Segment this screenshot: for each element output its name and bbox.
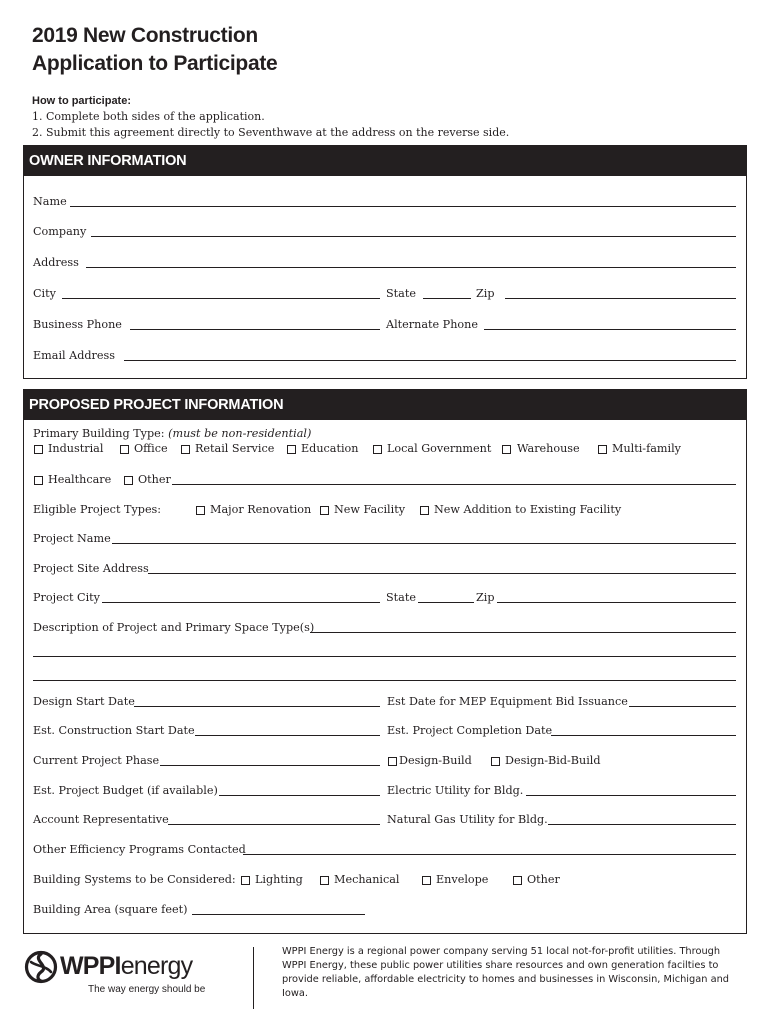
building-type-warehouse: Warehouse — [517, 442, 580, 455]
wppi-energy-logo — [24, 950, 234, 1000]
checkbox-office[interactable] — [120, 445, 129, 454]
owner-alternate-phone-field[interactable] — [484, 329, 736, 330]
title-line-1: 2019 New Construction — [32, 24, 258, 47]
checkbox-new-addition[interactable] — [420, 506, 429, 515]
owner-email-field[interactable] — [124, 360, 736, 361]
project-zip-field[interactable] — [497, 602, 736, 603]
eligible-new-facility: New Facility — [334, 503, 406, 516]
how-to-step-2: 2. Submit this agreement directly to Seventhwave at the address on the reverse side. — [32, 126, 510, 139]
project-section-heading: PROPOSED PROJECT INFORMATION — [24, 390, 746, 420]
account-representative-label: Account Representative — [33, 813, 169, 826]
system-envelope: Envelope — [436, 873, 489, 886]
description-field-line-2[interactable] — [33, 656, 736, 657]
system-lighting: Lighting — [255, 873, 303, 886]
budget-label: Est. Project Budget (if available) — [33, 784, 218, 797]
gas-utility-field[interactable] — [548, 824, 736, 825]
owner-email-label: Email Address — [33, 349, 116, 362]
owner-company-label: Company — [33, 225, 87, 238]
mep-bid-date-label: Est Date for MEP Equipment Bid Issuance — [387, 695, 628, 708]
electric-utility-label: Electric Utility for Bldg. — [387, 784, 524, 797]
owner-business-phone-label: Business Phone — [33, 318, 122, 331]
how-to-step-1: 1. Complete both sides of the application. — [32, 110, 265, 123]
current-phase-label: Current Project Phase — [33, 754, 160, 767]
phase-design-build: Design-Build — [399, 754, 472, 767]
system-other: Other — [527, 873, 560, 886]
title-line-2: Application to Participate — [32, 52, 278, 75]
project-state-field[interactable] — [418, 602, 474, 603]
owner-zip-label: Zip — [476, 287, 495, 300]
building-type-note: (must be non-residential) — [168, 427, 312, 440]
owner-name-field[interactable] — [70, 206, 736, 207]
how-to-heading: How to participate: — [32, 95, 132, 107]
owner-zip-field[interactable] — [505, 298, 736, 299]
checkbox-retail-service[interactable] — [181, 445, 190, 454]
eligible-major-renovation: Major Renovation — [210, 503, 312, 516]
project-city-field[interactable] — [102, 602, 380, 603]
construction-start-date-field[interactable] — [195, 735, 380, 736]
electric-utility-field[interactable] — [526, 795, 736, 796]
project-name-field[interactable] — [112, 543, 736, 544]
owner-state-field[interactable] — [423, 298, 471, 299]
current-phase-field[interactable] — [160, 765, 380, 766]
project-site-address-label: Project Site Address — [33, 562, 149, 575]
building-type-other: Other — [138, 473, 171, 486]
project-state-label: State — [386, 591, 416, 604]
checkbox-new-facility[interactable] — [320, 506, 329, 515]
description-field-line-1[interactable] — [310, 632, 736, 633]
mep-bid-date-field[interactable] — [629, 706, 736, 707]
checkbox-local-government[interactable] — [373, 445, 382, 454]
other-programs-label: Other Efficiency Programs Contacted — [33, 843, 246, 856]
construction-start-date-label: Est. Construction Start Date — [33, 724, 195, 737]
system-mechanical: Mechanical — [334, 873, 400, 886]
checkbox-healthcare[interactable] — [34, 476, 43, 485]
checkbox-multi-family[interactable] — [598, 445, 607, 454]
other-programs-field[interactable] — [243, 854, 736, 855]
owner-alternate-phone-label: Alternate Phone — [386, 318, 478, 331]
building-type-healthcare: Healthcare — [48, 473, 112, 486]
building-systems-label: Building Systems to be Considered: — [33, 873, 236, 886]
checkbox-other-system[interactable] — [513, 876, 522, 885]
logo-tagline: The way energy should be — [88, 984, 206, 995]
eligible-project-types-label: Eligible Project Types: — [33, 503, 162, 516]
checkbox-envelope[interactable] — [422, 876, 431, 885]
building-type-local-government: Local Government — [387, 442, 492, 455]
logo-wordmark: WPPIenergy — [60, 952, 193, 980]
owner-address-field[interactable] — [86, 267, 736, 268]
owner-state-label: State — [386, 287, 416, 300]
design-start-date-field[interactable] — [134, 706, 380, 707]
owner-city-field[interactable] — [62, 298, 380, 299]
checkbox-warehouse[interactable] — [502, 445, 511, 454]
building-type-other-field[interactable] — [172, 484, 736, 485]
building-area-label: Building Area (square feet) — [33, 903, 188, 916]
form-title — [32, 22, 277, 78]
checkbox-lighting[interactable] — [241, 876, 250, 885]
owner-information-section — [23, 145, 747, 379]
checkbox-major-renovation[interactable] — [196, 506, 205, 515]
owner-company-field[interactable] — [91, 236, 736, 237]
project-city-label: Project City — [33, 591, 100, 604]
footer-divider — [253, 947, 254, 1009]
account-representative-field[interactable] — [168, 824, 380, 825]
checkbox-industrial[interactable] — [34, 445, 43, 454]
project-site-address-field[interactable] — [148, 573, 736, 574]
owner-city-label: City — [33, 287, 56, 300]
checkbox-design-bid-build[interactable] — [491, 757, 500, 766]
description-label: Description of Project and Primary Space Type(s) — [33, 621, 315, 634]
building-area-field[interactable] — [192, 914, 365, 915]
checkbox-mechanical[interactable] — [320, 876, 329, 885]
project-zip-label: Zip — [476, 591, 495, 604]
completion-date-field[interactable] — [551, 735, 736, 736]
building-type-office: Office — [134, 442, 168, 455]
completion-date-label: Est. Project Completion Date — [387, 724, 553, 737]
footer-description: WPPI Energy is a regional power company serving 51 local not-for-profit utilities. Through WPPI Energy, these public power utilities share resources and own generation facilties to provide reliable, affordable electricity to homes and businesses in Wisconsin, Michigan and Iowa. — [282, 946, 730, 999]
building-type-retail-service: Retail Service — [195, 442, 275, 455]
building-type-multi-family: Multi-family — [612, 442, 681, 455]
budget-field[interactable] — [219, 795, 380, 796]
gas-utility-label: Natural Gas Utility for Bldg. — [387, 813, 548, 826]
building-type-label: Primary Building Type: (must be non-residential) — [33, 427, 312, 440]
description-field-line-3[interactable] — [33, 680, 736, 681]
owner-address-label: Address — [33, 256, 79, 269]
design-start-date-label: Design Start Date — [33, 695, 135, 708]
phase-design-bid-build: Design-Bid-Build — [505, 754, 601, 767]
owner-name-label: Name — [33, 195, 67, 208]
owner-business-phone-field[interactable] — [130, 329, 380, 330]
project-name-label: Project Name — [33, 532, 111, 545]
building-type-education: Education — [301, 442, 359, 455]
checkbox-other-building[interactable] — [124, 476, 133, 485]
owner-section-heading: OWNER INFORMATION — [24, 146, 746, 176]
eligible-new-addition: New Addition to Existing Facility — [434, 503, 622, 516]
building-type-industrial: Industrial — [48, 442, 104, 455]
wppi-swirl-icon — [24, 950, 58, 984]
checkbox-education[interactable] — [287, 445, 296, 454]
checkbox-design-build[interactable] — [388, 757, 397, 766]
